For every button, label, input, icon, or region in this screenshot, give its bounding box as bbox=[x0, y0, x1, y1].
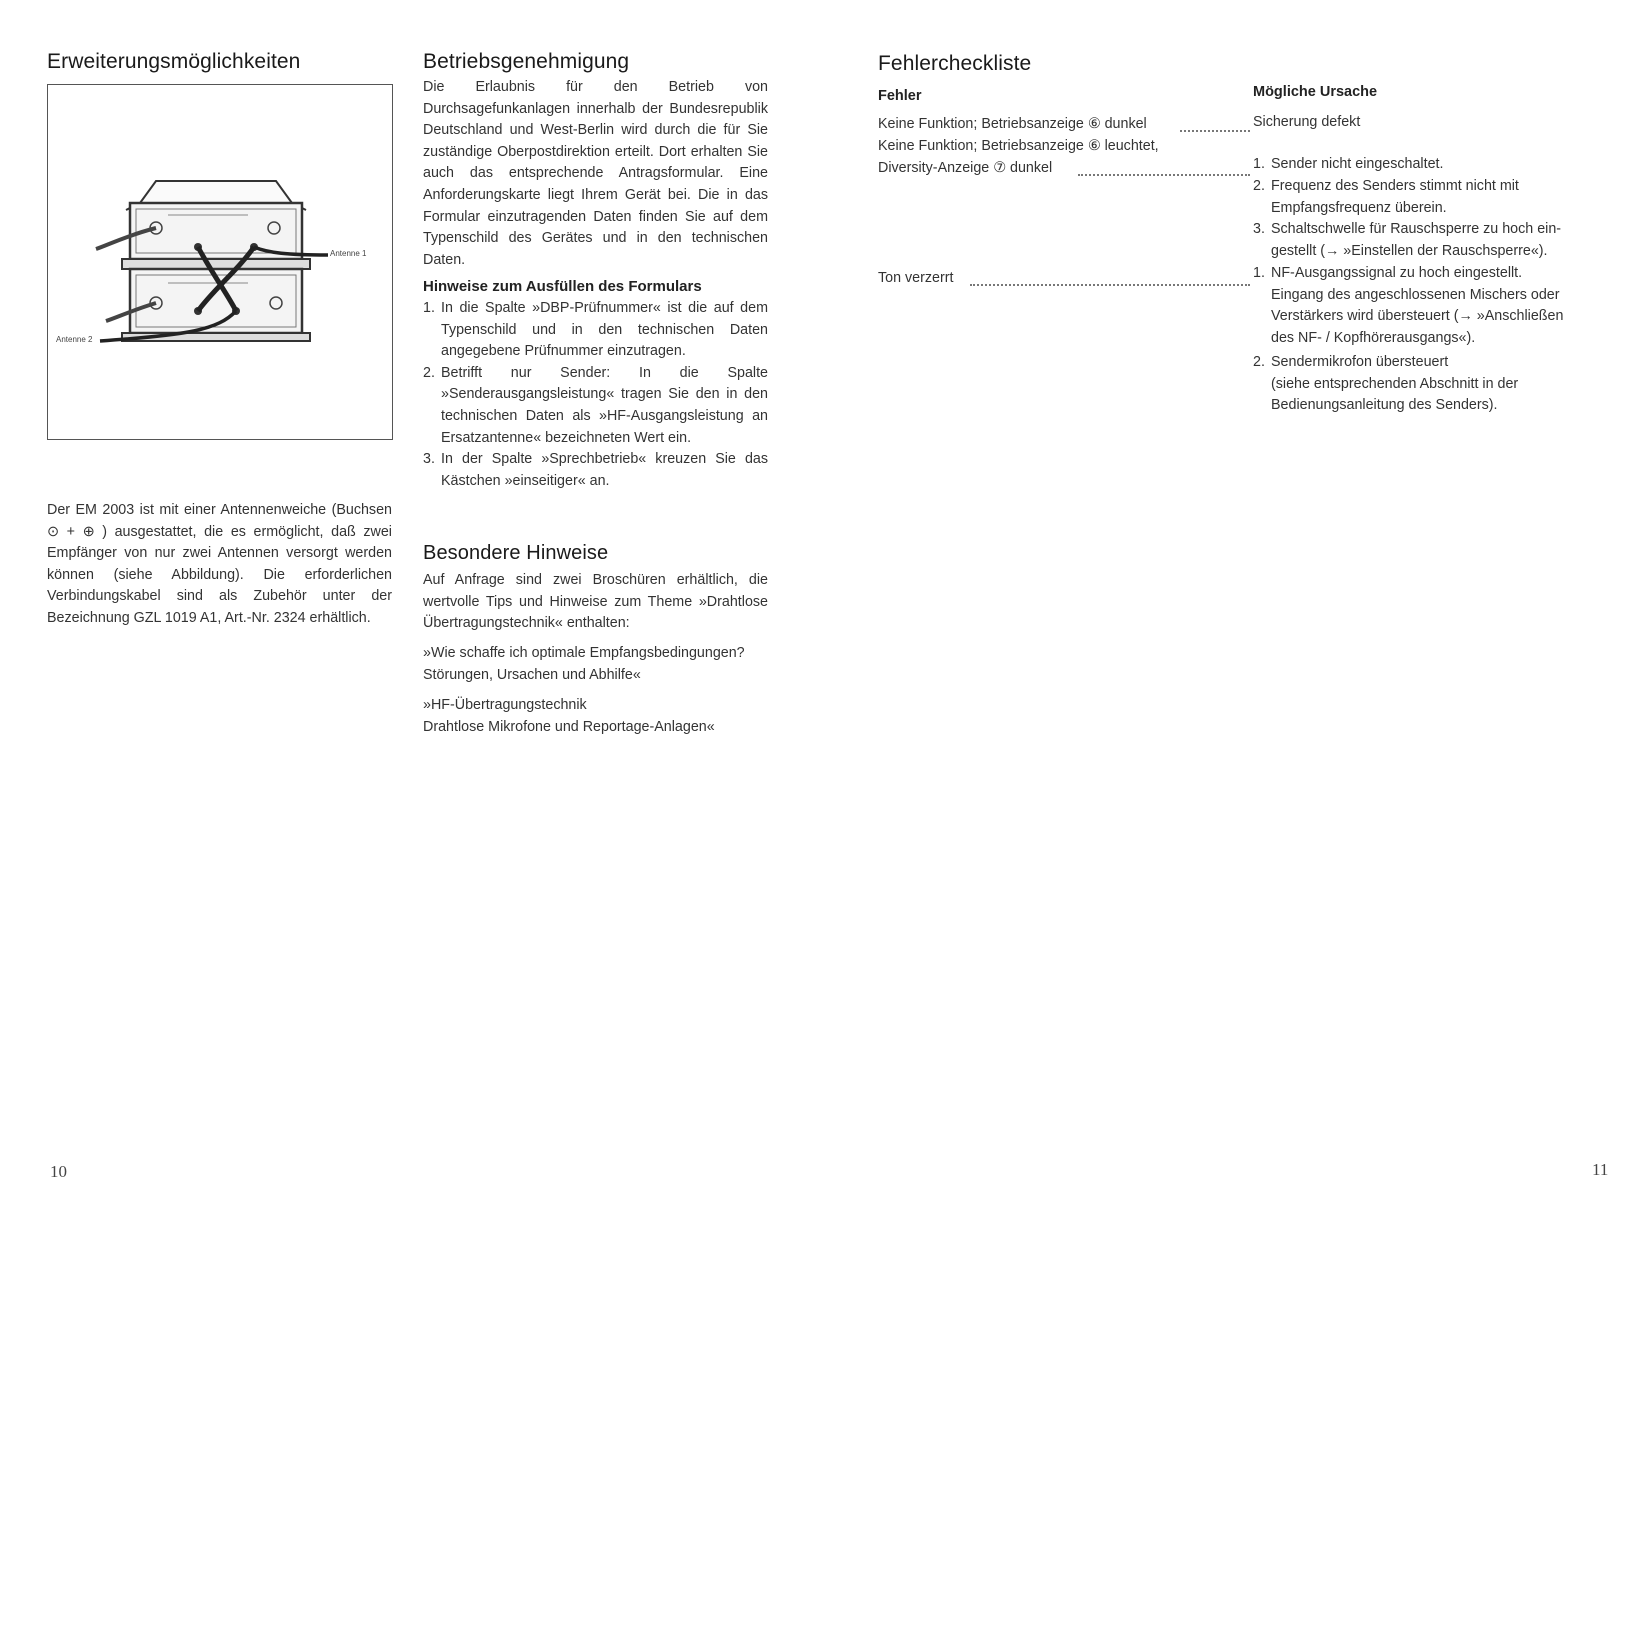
fault-2-line-2: Diversity-Anzeige ⑦ dunkel bbox=[878, 160, 1053, 176]
fault-1: Keine Funktion; Betriebsanzeige ⑥ dunkel bbox=[878, 116, 1147, 132]
figure-antenna-diagram bbox=[47, 84, 393, 440]
brochure-1: »Wie schaffe ich optimale Empfangsbedingungen? Störungen, Ursachen und Abhilfe« bbox=[423, 645, 745, 683]
list-hinweise-formular bbox=[423, 298, 768, 492]
receiver-stack-illustration bbox=[48, 85, 392, 439]
fault-3: Ton verzerrt bbox=[878, 270, 954, 286]
fault-3-cause-2: 2. Sendermikrofon übersteuert (siehe entsprechenden Abschnitt in der Bedienungsanleitung des Senders). bbox=[1253, 354, 1519, 414]
fault-2-line-1: Keine Funktion; Betriebsanzeige ⑥ leuchtet, bbox=[878, 138, 1159, 154]
paragraph-erweiterung: Der EM 2003 ist mit einer Antennenweiche (Buchsen ⊙ + ⊕ ) ausgestattet, die es ermöglicht, daß zwei Empfänger von nur zwei Antennen versorgt werden können (siehe Abbildung). Die erforderlichen Verbindungskabel sind als Zubehör unter der Bezeichnung GZL 1019 A1, Art.-Nr. 2324 erhältlich. bbox=[47, 502, 392, 626]
leader-dots bbox=[1078, 174, 1250, 176]
brochure-2: »HF-Übertragungstechnik Drahtlose Mikrofone und Reportage-Anlagen« bbox=[423, 697, 715, 735]
heading-betriebsgenehmigung: Betriebsgenehmigung bbox=[423, 50, 630, 73]
fault-2-cause-1: 1. Sender nicht eingeschaltet. bbox=[1253, 156, 1444, 172]
fault-2-cause-2: 2. Frequenz des Senders stimmt nicht mit Empfangsfrequenz überein. bbox=[1253, 178, 1519, 216]
paragraph-betriebsgenehmigung: Die Erlaubnis für den Betrieb von Durchsagefunkanlagen innerhalb der Bundesrepublik Deutschland und West-Berlin wird durch die für Sie zuständige Oberpostdirektion erteilt. Dort erhalten Sie auch das entsprechende Antragsformular. Eine Anforderungskarte liegt Ihrem Gerät bei. Die in das Formular einzutragenden Daten finden Sie auf dem Typenschild des Gerätes und in den technischen Daten. bbox=[423, 79, 768, 268]
label-antenna-2: Antenne 2 bbox=[56, 335, 93, 344]
fault-2-cause-3: 3. Schaltschwelle für Rauschsperre zu hoch ein- gestellt (→ »Einstellen der Rauschsperre«). bbox=[1253, 221, 1562, 259]
heading-erweiterung: Erweiterungsmöglichkeiten bbox=[47, 50, 301, 73]
heading-besondere-hinweise: Besondere Hinweise bbox=[423, 542, 609, 564]
cause-1: Sicherung defekt bbox=[1253, 114, 1361, 130]
fault-3-cause-1: 1. NF-Ausgangssignal zu hoch eingestellt. Eingang des angeschlossenen Mischers oder Verstärkers wird übersteuert (→ »Anschließen des NF- / Kopfhörerausgangs«). bbox=[1253, 265, 1564, 346]
list-item: 1. In die Spalte »DBP-Prüfnummer« ist die auf dem Typenschild und in den technischen Daten angegebene Prüfnummer einzutragen. bbox=[423, 300, 768, 360]
leader-dots bbox=[1180, 130, 1250, 132]
label-antenna-1: Antenne 1 bbox=[330, 249, 367, 258]
left-page bbox=[0, 0, 800, 1200]
leader-dots bbox=[970, 284, 1250, 286]
paragraph-besondere-hinweise: Auf Anfrage sind zwei Broschüren erhältlich, die wertvolle Tips und Hinweise zum Theme »Drahtlose Übertragungstechnik« enthalten: bbox=[423, 572, 768, 632]
heading-fehlercheckliste: Fehlercheckliste bbox=[878, 52, 1032, 75]
column-header-fehler: Fehler bbox=[878, 88, 922, 104]
list-item: 2. Betrifft nur Sender: In die Spalte »Senderausgangsleistung« tragen Sie den in den technischen Daten als »HF-Ausgangsleistung an Ersatzantenne« bezeichneten Wert ein. bbox=[423, 364, 768, 446]
column-header-ursache: Mögliche Ursache bbox=[1253, 84, 1378, 100]
list-item: 3. In der Spalte »Sprechbetrieb« kreuzen Sie das Kästchen »einseitiger« an. bbox=[423, 451, 768, 489]
subheading-hinweise-formular: Hinweise zum Ausfüllen des Formulars bbox=[423, 278, 702, 295]
right-page bbox=[860, 0, 1644, 1200]
page-number-left: 10 bbox=[50, 1162, 67, 1181]
page-number-right: 11 bbox=[1592, 1160, 1609, 1179]
